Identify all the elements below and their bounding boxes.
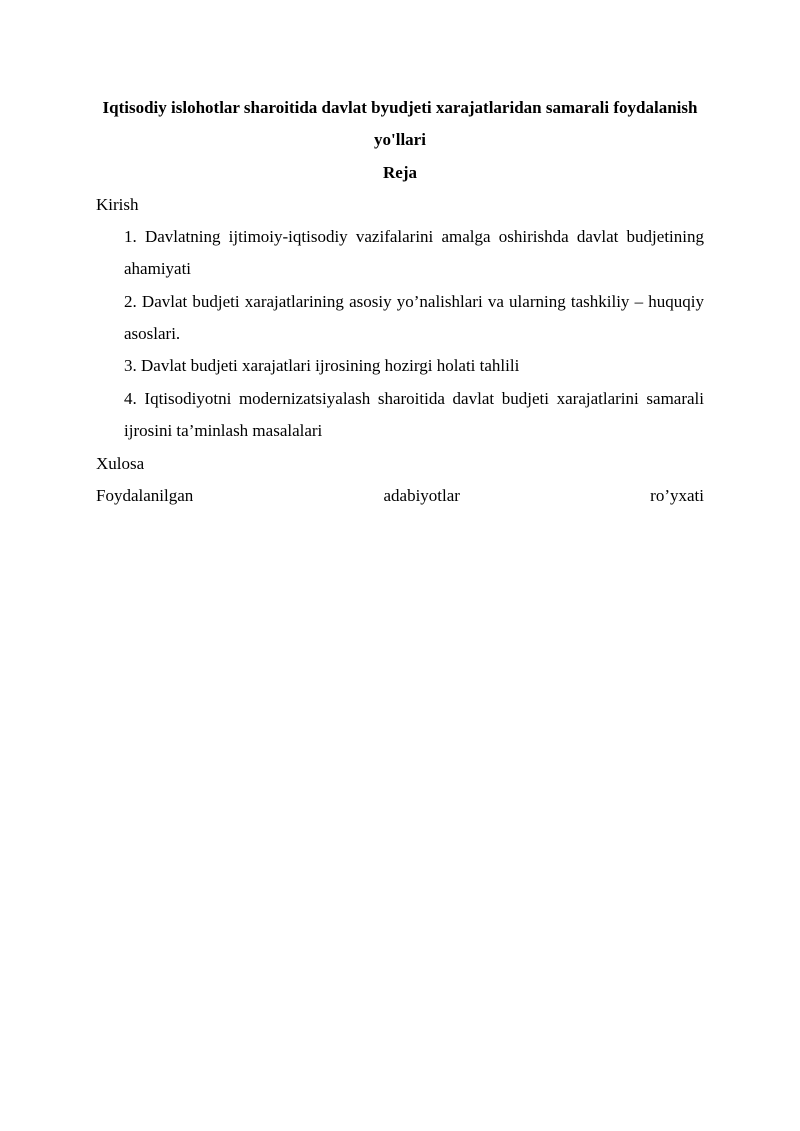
plan-item-4: 4. Iqtisodiyotni modernizatsiyalash sharoitida davlat budjeti xarajatlarini samarali ijrosini ta’minlash masalalari	[124, 389, 704, 440]
intro-item: Kirish	[96, 195, 139, 214]
conclusion-item: Xulosa	[96, 454, 145, 473]
references-word-2: adabiyotlar	[383, 486, 460, 505]
references-item	[96, 480, 704, 512]
plan-item-2: 2. Davlat budjeti xarajatlarining asosiy yo’nalishlari va ularning tashkiliy – huquqiy asoslari.	[124, 292, 704, 343]
plan-item-3: 3. Davlat budjeti xarajatlari ijrosining hozirgi holati tahlili	[124, 356, 520, 375]
references-word-1: Foydalanilgan	[96, 486, 194, 505]
references-word-3: ro’yxati	[650, 486, 704, 505]
plan-item-1: 1. Davlatning ijtimoiy-iqtisodiy vazifalarini amalga oshirishda davlat budjetining ahamiyati	[124, 227, 704, 278]
plan-heading: Reja	[383, 163, 417, 182]
document-title: Iqtisodiy islohotlar sharoitida davlat byudjeti xarajatlaridan samarali foydalanish yo'llari	[102, 98, 698, 149]
